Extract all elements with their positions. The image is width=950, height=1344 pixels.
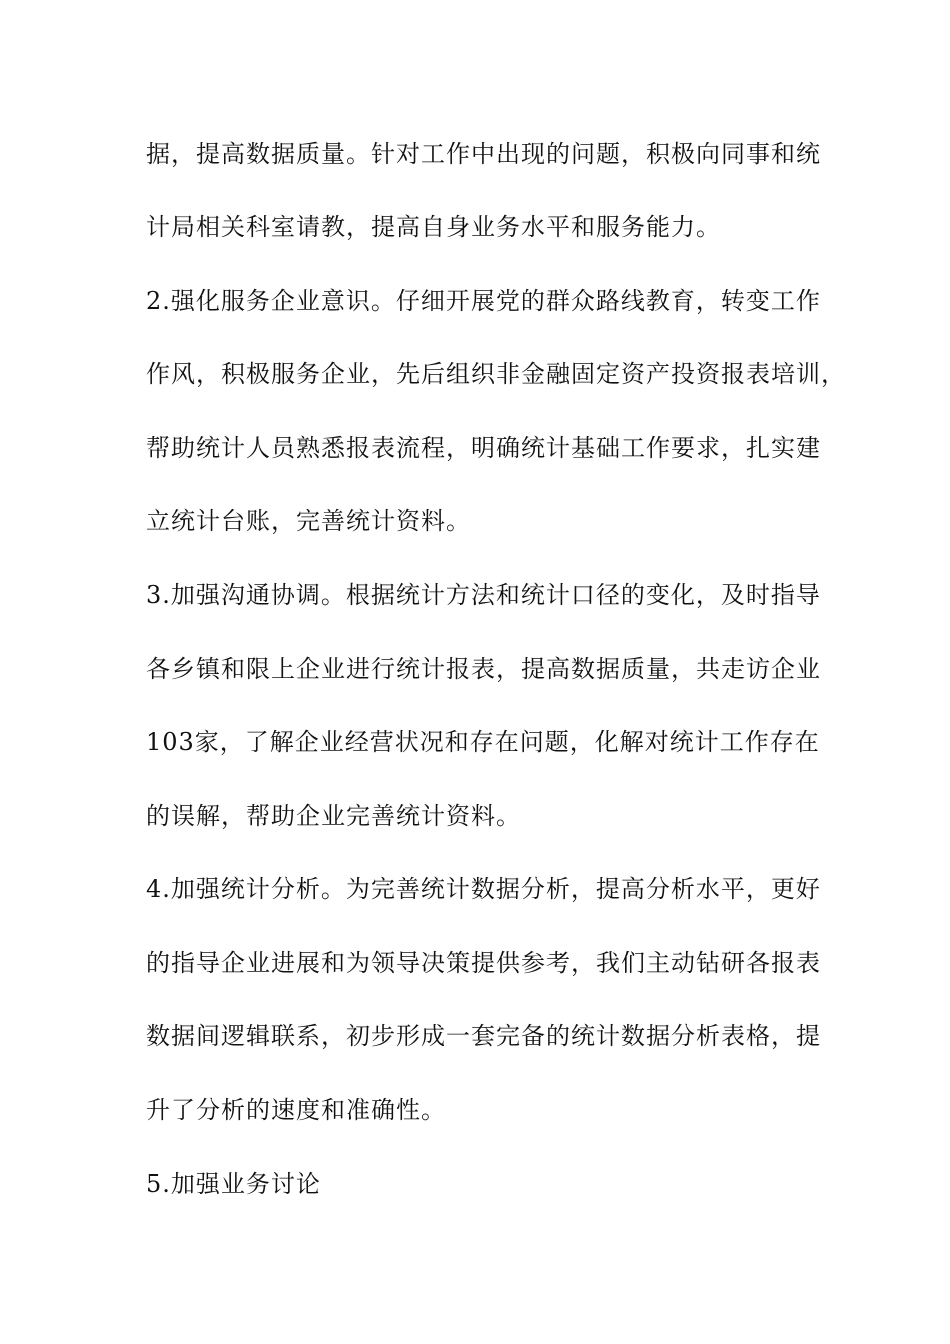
text-line: 各乡镇和限上企业进行统计报表，提高数据质量，共走访企业 bbox=[146, 655, 821, 683]
paragraph-2-heading-line: 2.强化服务企业意识。仔细开展党的群众路线教育，转变工作 bbox=[146, 287, 821, 315]
text-line: 立统计台账，完善统计资料。 bbox=[146, 507, 471, 535]
text-line: 103家，了解企业经营状况和存在问题，化解对统计工作存在 bbox=[146, 728, 820, 756]
paragraph-4-heading-line: 4.加强统计分析。为完善统计数据分析，提高分析水平，更好 bbox=[146, 875, 821, 903]
paragraph-3-heading-line: 3.加强沟通协调。根据统计方法和统计口径的变化，及时指导 bbox=[146, 581, 821, 609]
text-line: 数据间逻辑联系，初步形成一套完备的统计数据分析表格，提 bbox=[146, 1022, 821, 1050]
text-line: 的指导企业进展和为领导决策提供参考，我们主动钻研各报表 bbox=[146, 949, 821, 977]
text-line: 升了分析的速度和准确性。 bbox=[146, 1096, 446, 1124]
paragraph-5-heading-line: 5.加强业务讨论 bbox=[146, 1170, 321, 1198]
text-line: 作风，积极服务企业，先后组织非金融固定资产投资报表培训， bbox=[146, 360, 846, 388]
text-line: 帮助统计人员熟悉报表流程，明确统计基础工作要求，扎实建 bbox=[146, 434, 821, 462]
text-line: 据，提高数据质量。针对工作中出现的问题，积极向同事和统 bbox=[146, 140, 821, 168]
text-line: 的误解，帮助企业完善统计资料。 bbox=[146, 802, 521, 830]
text-line: 计局相关科室请教，提高自身业务水平和服务能力。 bbox=[146, 213, 721, 241]
